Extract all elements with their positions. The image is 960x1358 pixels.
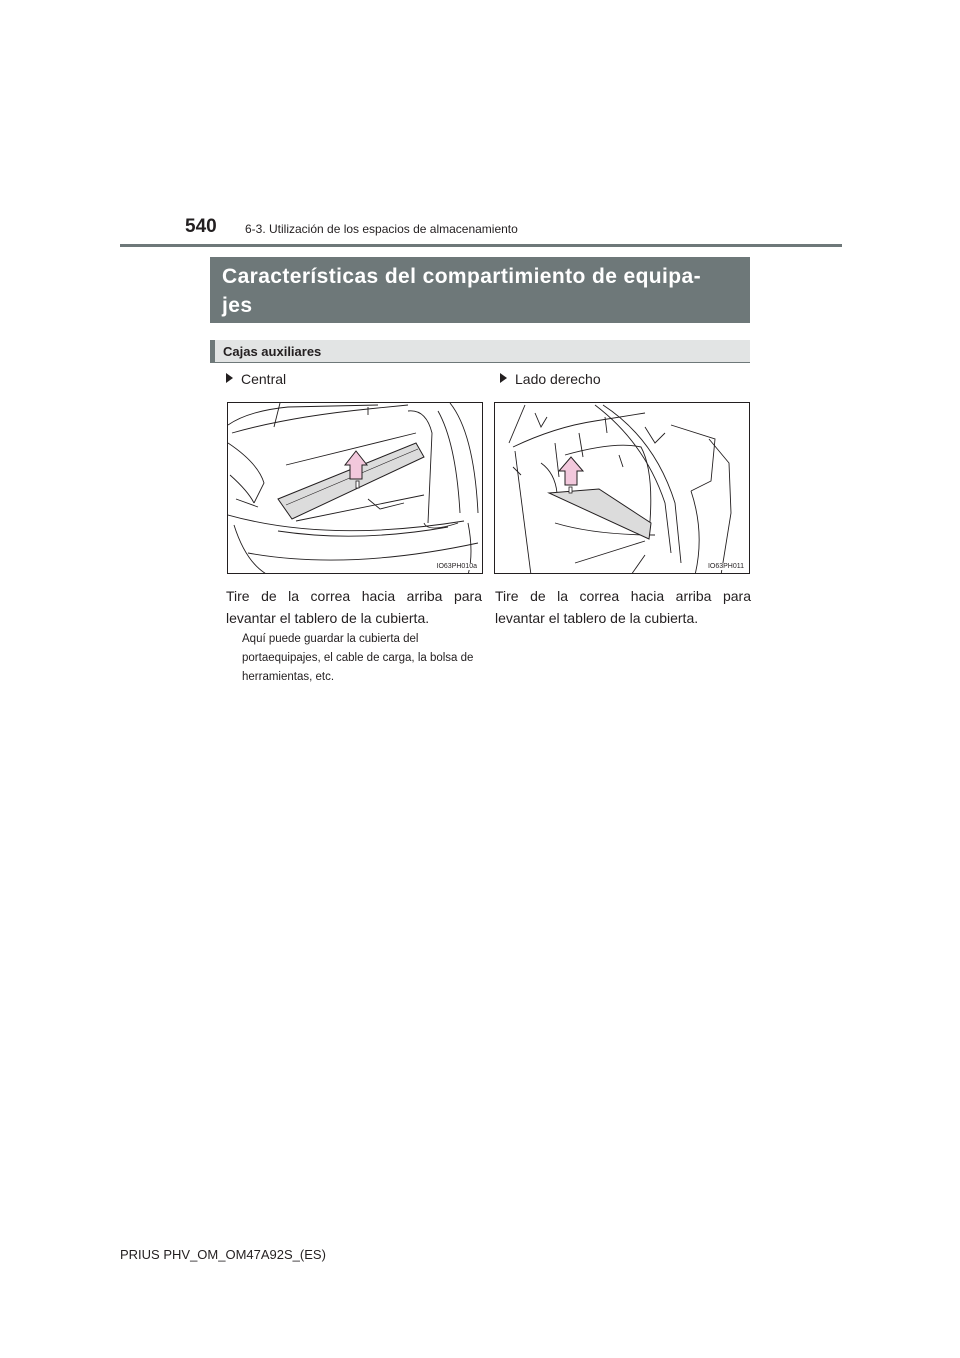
instruction-right-side: Tire de la correa hacia arriba para levantar el tablero de la cubierta.	[495, 588, 751, 626]
subsection-marker	[210, 340, 215, 362]
triangle-bullet-icon	[226, 373, 233, 383]
figure-right-side	[494, 402, 750, 574]
page-number: 540	[185, 216, 217, 237]
label-right-side-text: Lado derecho	[515, 371, 601, 387]
figure-central	[227, 402, 483, 574]
title-band	[210, 257, 750, 323]
instruction-central: Tire de la correa hacia arriba para levantar el tablero de la cubierta.	[226, 588, 482, 626]
subsection-band	[210, 340, 750, 363]
footer-document-id: PRIUS PHV_OM_OM47A92S_(ES)	[120, 1247, 326, 1262]
figure-code-right-side: IO63PH011	[707, 563, 744, 570]
page-title-line-1: Características del compartimiento de equipa-	[222, 265, 701, 288]
note-central: Aquí puede guardar la cubierta del portaequipajes, el cable de carga, la bolsa de herramientas, etc.	[242, 633, 474, 683]
trunk-central-illustration	[228, 403, 483, 574]
section-header: 6-3. Utilización de los espacios de almacenamiento	[245, 222, 518, 236]
label-central-text: Central	[241, 371, 287, 387]
label-central	[226, 371, 286, 387]
triangle-bullet-icon	[500, 373, 507, 383]
label-right-side	[500, 371, 601, 387]
header-rule	[120, 244, 842, 247]
figure-code-central: IO63PH010a	[436, 563, 477, 570]
subsection-title: Cajas auxiliares	[223, 344, 322, 359]
up-arrow-icon	[559, 457, 583, 485]
trunk-right-illustration	[495, 403, 750, 574]
page-title-line-2: jes	[222, 294, 253, 317]
